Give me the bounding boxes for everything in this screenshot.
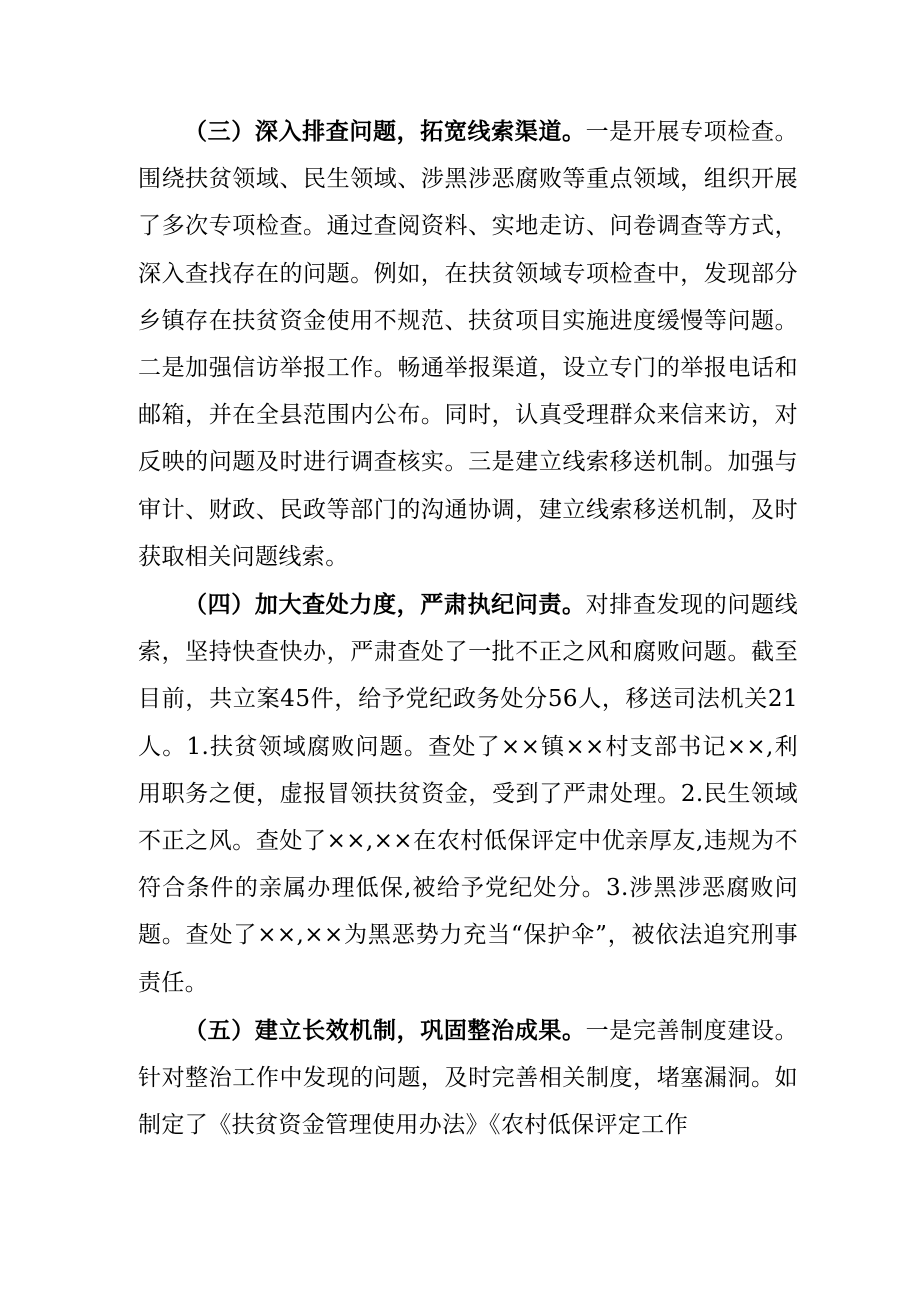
section-5-heading: （五）建立长效机制，巩固整治成果。 bbox=[184, 1016, 586, 1044]
paragraph-section-5 bbox=[138, 1007, 798, 1150]
paragraph-section-4 bbox=[138, 581, 798, 1007]
section-4-body: 对排查发现的问题线索，坚持快查快办，严肃查处了一批不正之风和腐败问题。截至目前，共立案45件，给予党纪政务处分56人，移送司法机关21人。1.扶贫领域腐败问题。查处了××镇××村支部书记××,利用职务之便，虚报冒领扶贫资金，受到了严肃处理。2.民生领域不正之风。查处了××,××在农村低保评定中优亲厚友,违规为不符合条件的亲属办理低保,被给予党纪处分。3.涉黑涉恶腐败问题。查处了××,××为黑恶势力充当“保护伞”，被依法追究刑事责任。 bbox=[138, 592, 798, 996]
section-5-body: 一是完善制度建设。针对整治工作中发现的问题，及时完善相关制度，堵塞漏洞。如制定了《扶贫资金管理使用办法》《农村低保评定工作 bbox=[138, 1017, 798, 1139]
document-body bbox=[138, 108, 798, 1149]
section-3-heading: （三）深入排查问题，拓宽线索渠道。 bbox=[184, 118, 586, 145]
section-4-heading: （四）加大查处力度，严肃执纪问责。 bbox=[184, 591, 586, 619]
paragraph-section-3 bbox=[138, 108, 798, 581]
section-3-body: 一是开展专项检查。围绕扶贫领域、民生领域、涉黑涉恶腐败等重点领域，组织开展了多次专项检查。通过查阅资料、实地走访、问卷调查等方式，深入查找存在的问题。例如，在扶贫领域专项检查中，发现部分乡镇存在扶贫资金使用不规范、扶贫项目实施进度缓慢等问题。二是加强信访举报工作。畅通举报渠道，设立专门的举报电话和邮箱，并在全县范围内公布。同时，认真受理群众来信来访，对反映的问题及时进行调查核实。三是建立线索移送机制。加强与审计、财政、民政等部门的沟通协调，建立线索移送机制，及时获取相关问题线索。 bbox=[138, 119, 798, 570]
